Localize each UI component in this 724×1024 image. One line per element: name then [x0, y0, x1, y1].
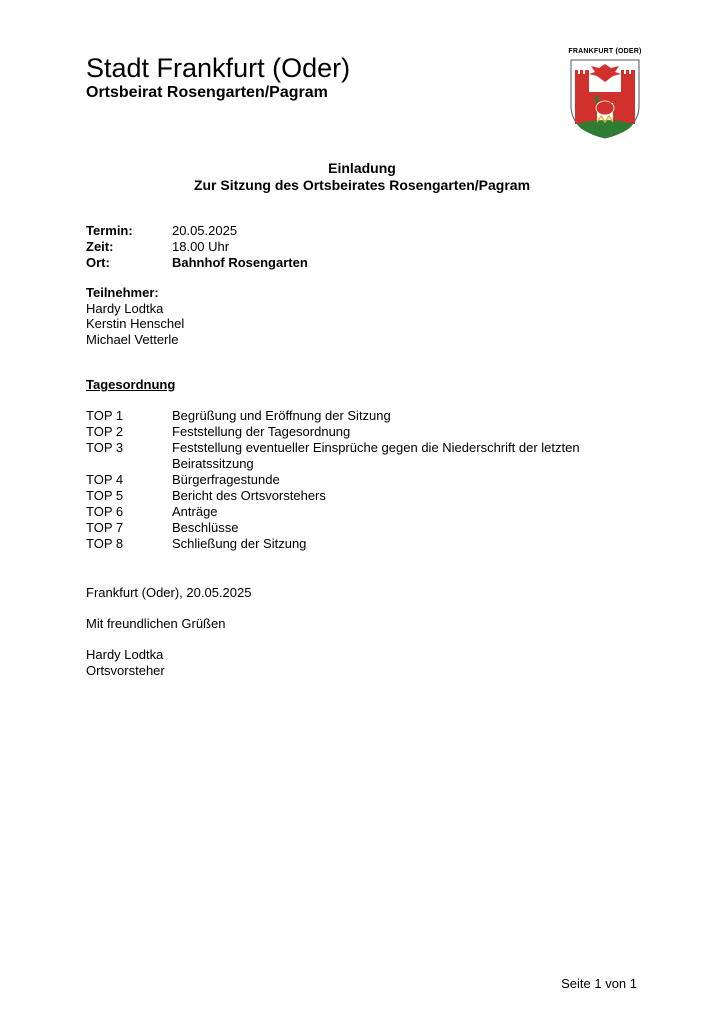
agenda-item-text: Bürgerfragestunde	[172, 472, 280, 487]
city-crest	[566, 48, 644, 140]
agenda-item	[86, 408, 626, 424]
place-and-date: Frankfurt (Oder), 20.05.2025	[86, 585, 252, 600]
participant-name: Michael Vetterle	[86, 331, 179, 347]
invitation-title: Einladung	[328, 160, 396, 176]
invitation-subtitle: Zur Sitzung des Ortsbeirates Rosengarten/Pagram	[193, 177, 531, 193]
agenda-item-text: Beschlüsse	[172, 520, 239, 535]
agenda-item-number: TOP 1	[86, 408, 124, 423]
agenda-item	[86, 504, 626, 520]
agenda-item	[86, 536, 626, 552]
agenda-item-number: TOP 4	[86, 472, 124, 487]
agenda-item-number: TOP 8	[86, 536, 124, 551]
council-name: Ortsbeirat Rosengarten/Pagram	[86, 84, 328, 101]
coat-of-arms-icon	[569, 58, 641, 140]
agenda-heading: Tagesordnung	[86, 377, 176, 392]
agenda-item	[86, 488, 626, 504]
date-value: 20.05.2025	[172, 223, 238, 238]
page-number: Seite 1 von 1	[561, 976, 637, 991]
signer-name: Hardy Lodtka	[86, 647, 164, 662]
agenda-list	[86, 408, 626, 552]
signature-block	[86, 647, 165, 679]
participant-name: Kerstin Henschel	[86, 316, 185, 331]
agenda-item	[86, 520, 626, 536]
crest-label: FRANKFURT (ODER)	[568, 48, 642, 55]
time-label: Zeit:	[86, 239, 114, 254]
closing-greeting: Mit freundlichen Grüßen	[86, 616, 226, 631]
agenda-item-text: Feststellung eventueller Einsprüche gegen die Niederschrift der letzten Beiratssitzung	[172, 440, 580, 471]
city-title: Stadt Frankfurt (Oder)	[86, 53, 351, 83]
place-label: Ort:	[86, 255, 110, 270]
agenda-item	[86, 472, 626, 488]
agenda-item-number: TOP 5	[86, 488, 124, 503]
agenda-item	[86, 440, 626, 472]
agenda-item-number: TOP 2	[86, 424, 124, 439]
agenda-item-text: Schließung der Sitzung	[172, 536, 307, 551]
agenda-item-number: TOP 3	[86, 440, 124, 455]
agenda-item-text: Bericht des Ortsvorstehers	[172, 488, 326, 503]
place-value: Bahnhof Rosengarten	[172, 255, 308, 270]
agenda-item-number: TOP 6	[86, 504, 124, 519]
participants-section	[86, 285, 184, 347]
agenda-item-text: Anträge	[172, 504, 218, 519]
agenda-item-text: Feststellung der Tagesordnung	[172, 424, 351, 439]
agenda-item-number: TOP 7	[86, 520, 124, 535]
agenda-item	[86, 424, 626, 440]
participants-heading: Teilnehmer:	[86, 285, 159, 300]
time-value: 18.00 Uhr	[172, 239, 230, 254]
date-label: Termin:	[86, 223, 133, 238]
participant-name: Hardy Lodtka	[86, 300, 164, 316]
signer-role: Ortsvorsteher	[86, 663, 165, 678]
agenda-item-text: Begrüßung und Eröffnung der Sitzung	[172, 408, 391, 423]
